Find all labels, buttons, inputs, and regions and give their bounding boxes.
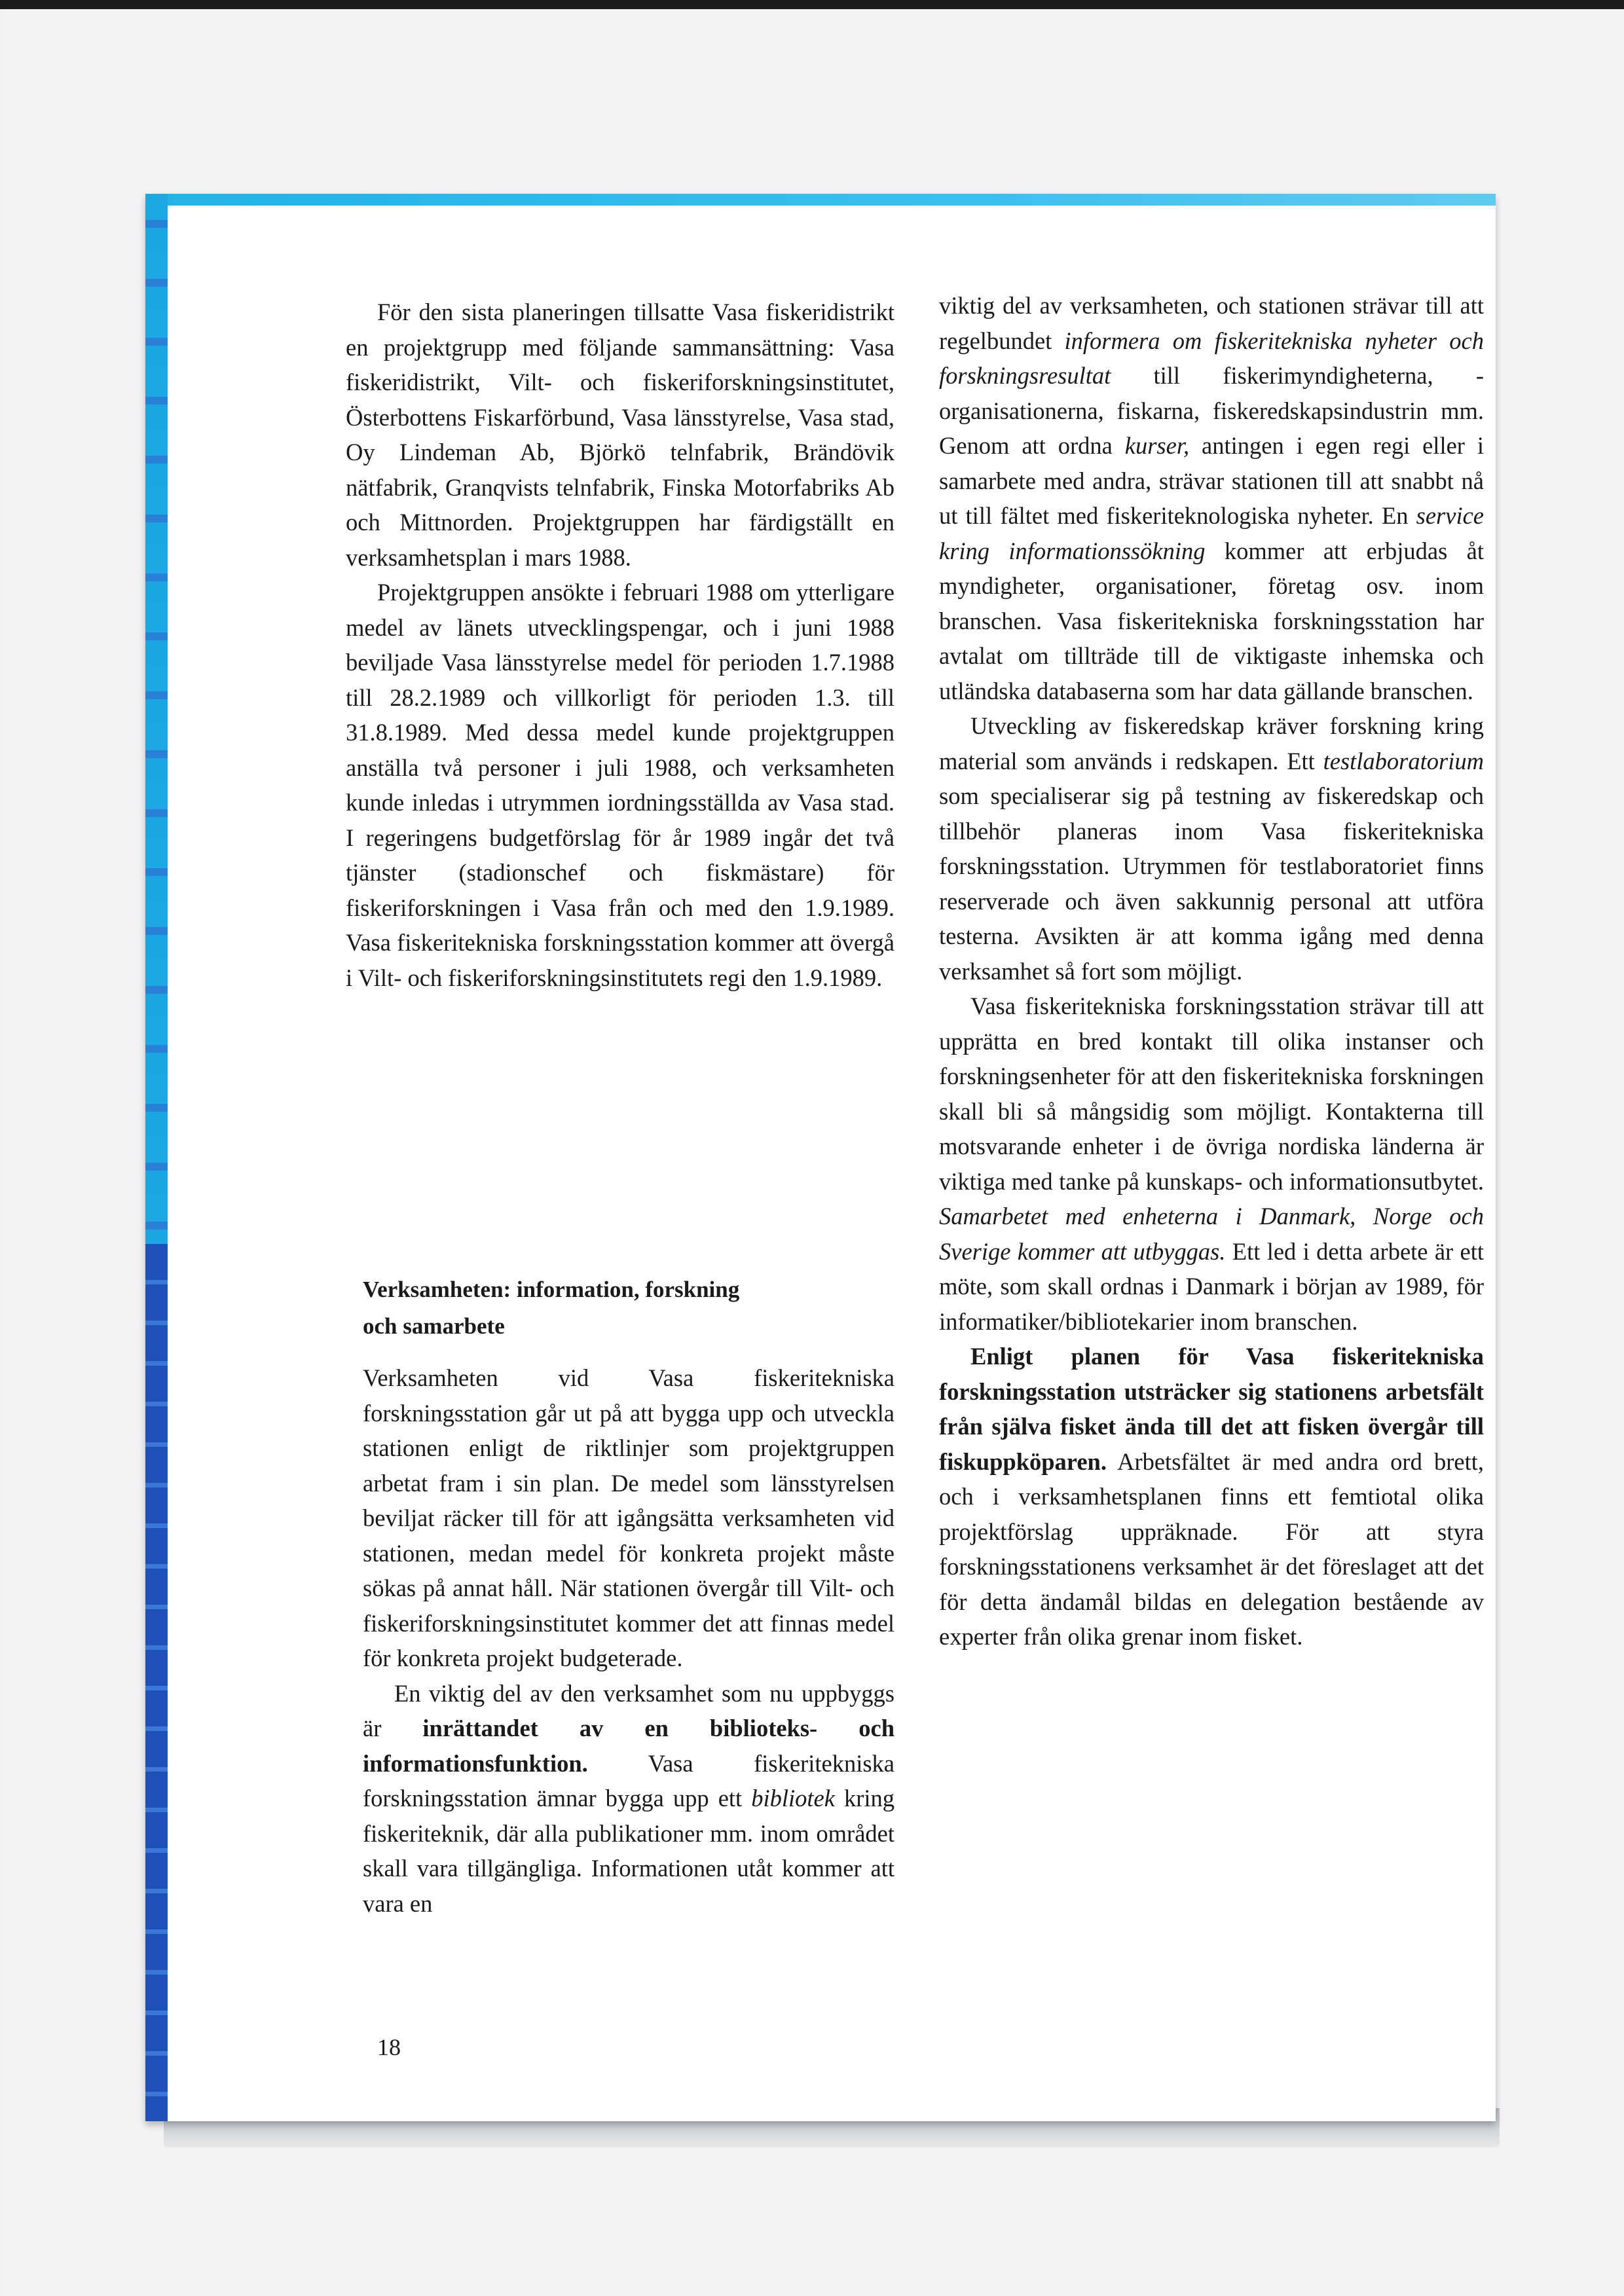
paragraph-p3	[363, 1360, 895, 1676]
text-segment: viktig del av verksamheten, och stationen strävar till att regelbundet	[939, 292, 1484, 354]
text-segment: Vasa fiskeritekniska forskningsstation strävar till att upprätta en bred kontakt till olika instanser och forskningsenheter för att den fiskeritekniska forskningen skall bli så mångsidig som möjligt. Kontakterna till motsvarande enheter i de övriga nordiska länderna är viktiga med tanke på kunskaps- och informationsutbytet.	[939, 993, 1484, 1195]
text-segment: kring fiskeriteknik, där alla publikationer mm. inom området skall vara tillgängliga. Informationen utåt kommer att vara en	[363, 1785, 895, 1917]
section-heading	[363, 1271, 887, 1345]
paragraph-p7	[939, 989, 1484, 1339]
text-segment: kommer att erbjudas åt myndigheter, organisationer, företag osv. inom branschen. Vasa fiskeritekniska forskningsstation har avtalat om tillträde till de viktigaste inhemska och utländska databaserna som har data gällande branschen.	[939, 537, 1484, 704]
paragraph-p6	[939, 708, 1484, 989]
text-segment: informera om fiskeritekniska nyheter och forskningsresultat	[939, 327, 1484, 389]
page-top-blue-edge	[145, 194, 1496, 206]
text-segment: Enligt planen för Vasa fiskeritekniska forskningsstation utsträcker sig stationens arbetsfält från själva fisket ända till det att fisken övergår till fiskuppköparen.	[939, 1343, 1484, 1475]
paragraph-p2	[346, 575, 895, 995]
text-segment: Utveckling av fiskeredskap kräver forskning kring material som används i redskapen. Ett	[939, 712, 1484, 774]
page-number: 18	[377, 2034, 401, 2060]
paragraph-p8	[939, 1339, 1484, 1654]
text-segment: kurser,	[1124, 432, 1190, 459]
paragraph-p1	[346, 295, 895, 575]
scanner-top-edge	[0, 0, 1624, 9]
text-segment: antingen i egen regi eller i samarbete med andra, strävar stationen till att snabbt nå ut till fältet med fiskeriteknologiska nyheter. En	[939, 432, 1484, 529]
text-segment: Projektgruppen ansökte i februari 1988 om ytterligare medel av länets utvecklingspengar, och i juni 1988 beviljade Vasa länsstyrelse medel för perioden 1.7.1988 till 28.2.1989 och villkorligt för perioden 1.3. till 31.8.1989. Med dessa medel kunde projektgruppen anställa två personer i juli 1988, och verksamheten kunde inledas i utrymmen iordningsställda av Vasa stad. I regeringens budgetförslag för år 1989 ingår det två tjänster (stadionschef och fiskmästare) för fiskeriforskningen i Vasa från och med den 1.9.1989. Vasa fiskeritekniska forskningsstation kommer att övergå i Vilt- och fiskeriforskningsinstitutets regi den 1.9.1989.	[346, 579, 895, 991]
text-segment: En viktig del av den verksamhet som nu uppbyggs är	[363, 1679, 895, 1741]
text-segment: Verksamheten vid Vasa fiskeritekniska forskningsstation går ut på att bygga upp och utveckla stationen enligt de riktlinjer som projektgruppen arbetat fram i sin plan. De medel som länsstyrelsen beviljat räcker till för att igångsätta verksamheten vid stationen, medan medel för konkreta projekt måste sökas på annat håll. När stationen övergår till Vilt- och fiskeriforskningsinstitutet kommer det att finnas medel för konkreta projekt budgeterade.	[363, 1364, 895, 1671]
section-heading-line2: och samarbete	[363, 1313, 505, 1339]
section-heading-line1: Verksamheten: information, forskning	[363, 1277, 740, 1302]
text-segment: Ett led i detta arbete är ett möte, som skall ordnas i Danmark i början av 1989, för informatiker/bibliotekarier inom branschen.	[939, 1237, 1484, 1335]
text-segment: service kring informationssökning	[939, 502, 1484, 564]
text-segment: bibliotek	[751, 1785, 835, 1812]
blue-spine-edge-lower	[145, 1244, 168, 2121]
text-segment: som specialiserar sig på testning av fiskeredskap och tillbehör planeras inom Vasa fiskeritekniska forskningsstation. Utrymmen för testlaboratoriet finns reserverade och även sakkunnig personal att utföra testerna. Avsikten är att komma igång med denna verksamhet så fort som möjligt.	[939, 782, 1484, 985]
text-segment: till fiskerimyndigheterna, -organisationerna, fiskarna, fiskeredskapsindustrin mm. Genom att ordna	[939, 362, 1484, 459]
left-column-bottom	[363, 1360, 895, 1921]
text-segment: Samarbetet med enheterna i Danmark, Norge och Sverige kommer att utbyggas.	[939, 1203, 1484, 1265]
text-segment: Arbetsfältet är med andra ord brett, och i verksamhetsplanen finns ett femtiotal olika projektförslag uppräknade. För att styra forskningsstationens verksamhet är det föreslaget att det för detta ändamål bildas en delegation bestående av experter från olika grenar inom fisket.	[939, 1448, 1484, 1650]
text-segment: Vasa fiskeritekniska forskningsstation ämnar bygga upp ett	[363, 1749, 895, 1812]
text-segment: inrättandet av en biblioteks- och informationsfunktion.	[363, 1715, 895, 1777]
right-column	[939, 288, 1484, 1654]
paragraph-p5	[939, 288, 1484, 708]
paragraph-p4	[363, 1676, 895, 1922]
text-segment: testlaboratorium	[1323, 747, 1484, 774]
left-column-top	[346, 295, 895, 995]
text-segment: För den sista planeringen tillsatte Vasa fiskeridistrikt en projektgrupp med följande sammansättning: Vasa fiskeridistrikt, Vilt- och fiskeriforskningsinstitutet, Österbottens Fiskarförbund, Vasa länsstyrelse, Vasa stad, Oy Lindeman Ab, Björkö telnfabrik, Brändövik nätfabrik, Granqvists telnfabrik, Finska Motorfabriks Ab och Mittnorden. Projektgruppen har färdigställt en verksamhetsplan i mars 1988.	[346, 299, 895, 571]
